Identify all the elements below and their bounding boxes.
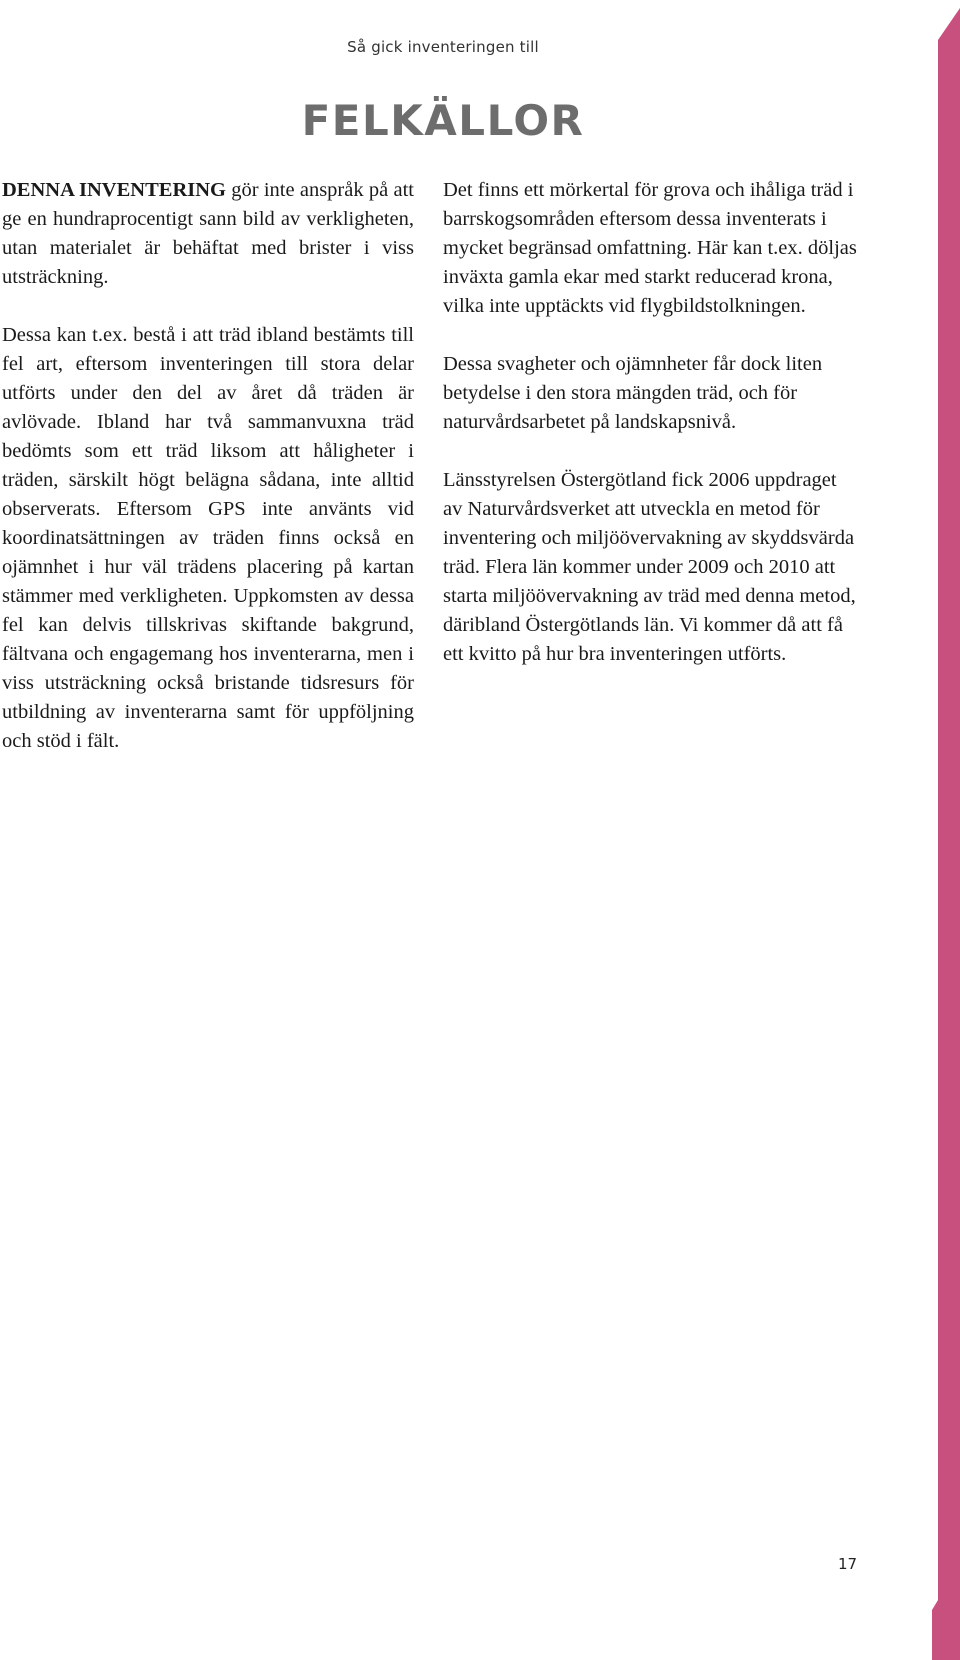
- running-header: Så gick inventeringen till: [347, 38, 539, 56]
- paragraph: Dessa svagheter och ojämnheter får dock liten betydelse i den stora mängden träd, och för naturvårdsarbetet på landskapsnivå.: [443, 353, 823, 433]
- accent-band-shape: [932, 0, 960, 1660]
- paragraph: Länsstyrelsen Östergötland fick 2006 uppdraget av Naturvårdsverket att utveckla en metod för inventering och miljöövervakning av skyddsvärda träd. Flera län kommer under 2009 och 2010 att starta miljöövervakning av träd med denna metod, däribland Östergötlands län. Vi kommer då att få ett kvitto på hur bra inventeringen utförts.: [443, 469, 856, 665]
- paragraph: [2, 176, 414, 292]
- left-column: [2, 176, 414, 785]
- right-column: [443, 176, 858, 698]
- paragraph: Dessa kan t.ex. bestå i att träd ibland bestämts till fel art, eftersom inventeringen till stora delar utförts under den del av året då träden är avlövade. Ibland har två sammanvuxna träd bedömts som ett träd liksom att håligheter i träden, särskilt högt belägna sådana, inte alltid observerats. Eftersom GPS inte använts vid koordinatsättningen av träden finns också en ojämnhet i hur väl trädens placering på kartan stämmer med verkligheten. Uppkomsten av dessa fel kan delvis tillskrivas skiftande bakgrund, fältvana och engagemang hos inventerarna, men i viss utsträckning också bristande tidsresurs för utbildning av inventerarna samt för uppföljning och stöd i fält.: [2, 324, 414, 752]
- paragraph: Det finns ett mörkertal för grova och ihåliga träd i barrskogsområden eftersom dessa inventerats i mycket begränsad omfattning. Här kan t.ex. döljas inväxta gamla ekar med starkt reducerad krona, vilka inte upptäckts vid flygbildstolkningen.: [443, 179, 857, 317]
- accent-edge-band: [932, 0, 960, 1660]
- page-number: 17: [838, 1555, 858, 1573]
- lead-in-text: DENNA INVENTERING: [2, 179, 226, 201]
- section-title: FELKÄLLOR: [301, 96, 585, 145]
- paragraph-text: gör inte anspråk på att ge en hundraprocentigt sann bild av verkligheten, utan materialet är behäftat med brister i viss utsträckning.: [2, 179, 414, 288]
